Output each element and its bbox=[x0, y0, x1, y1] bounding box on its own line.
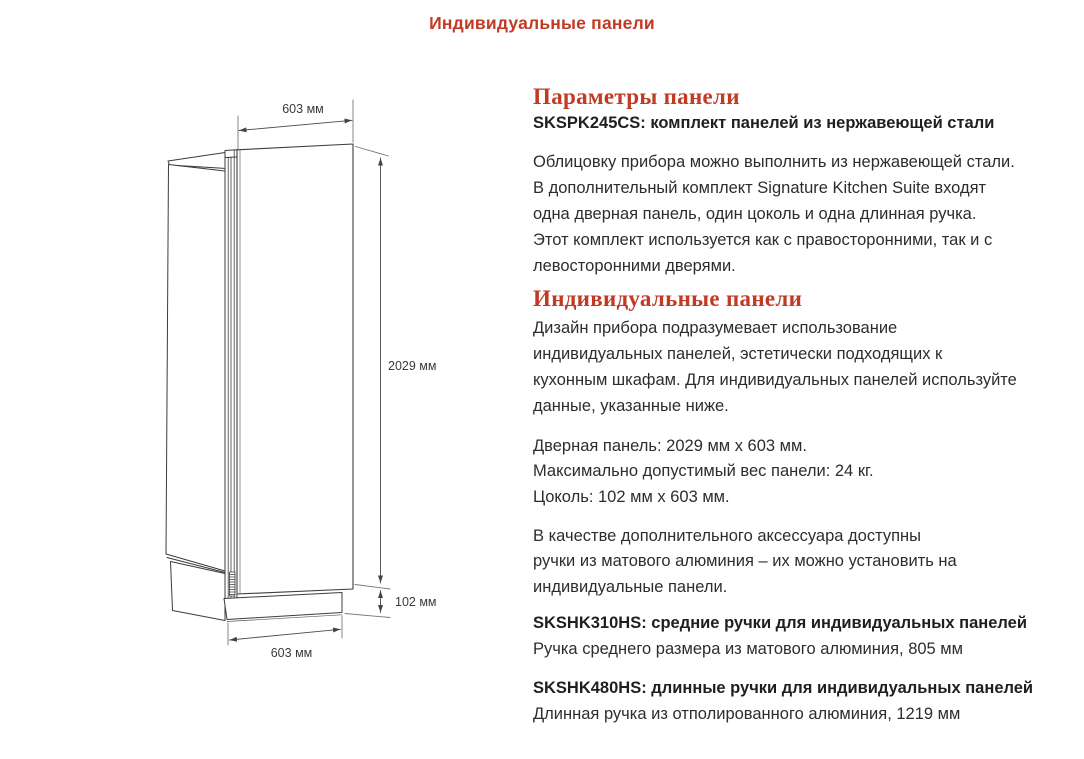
paragraph-accessory-handles: В качестве дополнительного аксессуара доступны ручки из матового алюминия – их можно установить на индивидуальные панели. bbox=[533, 527, 957, 596]
paragraph-kit-description: Облицовку прибора можно выполнить из нержавеющей стали. В дополнительный комплект Signature Kitchen Suite входят одна дверная панель, один цоколь и одна длинная ручка. Этот комплект используется как с правосторонними, так и с левосторонними дверями. bbox=[533, 153, 1015, 275]
side-panel-face bbox=[166, 165, 225, 572]
paragraph-custom-panels: Дизайн прибора подразумевает использование индивидуальных панелей, эстетически подходящих к кухонным шкафам. Для индивидуальных панелей используйте данные, указанные ниже. bbox=[533, 319, 1017, 415]
dim-label-top-width: 603 мм bbox=[282, 102, 324, 116]
panel-diagram bbox=[0, 0, 470, 759]
section-heading-parameters: Параметры панели bbox=[533, 84, 740, 109]
front-plinth-face bbox=[224, 593, 342, 620]
door-panel-face bbox=[237, 144, 353, 594]
dim-label-plinth-height: 102 мм bbox=[395, 595, 437, 609]
section-heading-custom-panels: Индивидуальные панели bbox=[533, 286, 803, 311]
panel-line-drawing bbox=[0, 0, 470, 759]
product-code-skspk245cs: SKSPK245CS: комплект панелей из нержавеющей стали bbox=[533, 114, 995, 132]
dim-label-height: 2029 мм bbox=[388, 359, 437, 373]
hinge-hatch bbox=[230, 572, 236, 596]
product-code-skshk480hs: SKSHK480HS: длинные ручки для индивидуальных панелей bbox=[533, 679, 1034, 697]
panel-specs: Дверная панель: 2029 мм x 603 мм. Максимально допустимый вес панели: 24 кг. Цоколь: 102 мм x 603 мм. bbox=[533, 437, 874, 506]
content-column bbox=[533, 0, 1084, 759]
handle-480-description: Длинная ручка из отполированного алюминия, 1219 мм bbox=[533, 705, 961, 723]
dim-label-bottom-width: 603 мм bbox=[270, 646, 313, 660]
dimension-height bbox=[356, 147, 389, 584]
page-title: Индивидуальные панели bbox=[429, 13, 655, 33]
handle-310-description: Ручка среднего размера из матового алюминия, 805 мм bbox=[533, 640, 963, 658]
product-code-skshk310hs: SKSHK310HS: средние ручки для индивидуальных панелей bbox=[533, 614, 1027, 632]
